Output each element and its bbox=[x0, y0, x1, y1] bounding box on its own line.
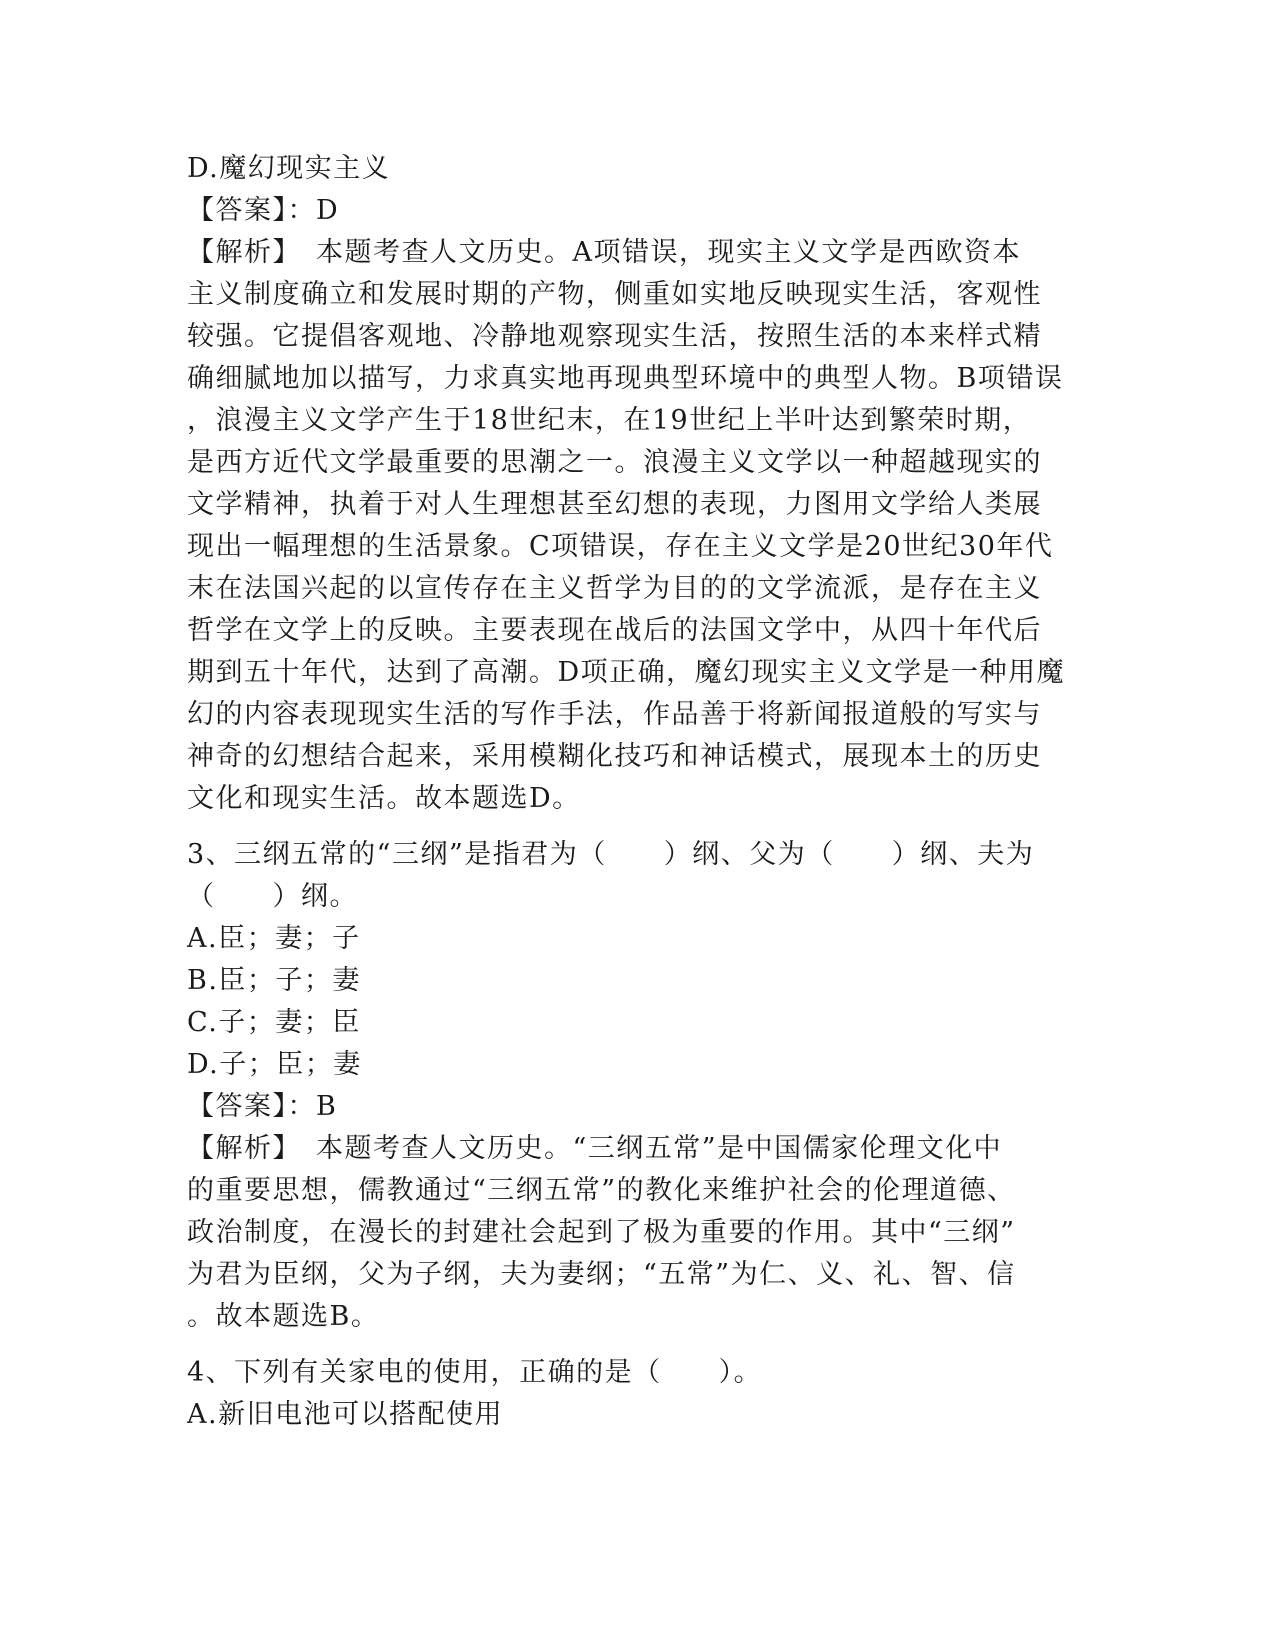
paragraph-gap bbox=[187, 820, 1082, 834]
analysis-line: 【解析】 本题考查人文历史。A项错误，现实主义文学是西欧资本 bbox=[187, 237, 1021, 268]
analysis-line: 政治制度，在漫长的封建社会起到了极为重要的作用。其中“三纲” bbox=[187, 1217, 1016, 1248]
analysis-line: 现出一幅理想的生活景象。C项错误，存在主义文学是20世纪30年代 bbox=[187, 531, 1054, 562]
document-body bbox=[187, 148, 1082, 1436]
option-c-line: C.子；妻；臣 bbox=[187, 1007, 361, 1038]
option-d-line: D.魔幻现实主义 bbox=[187, 153, 391, 184]
question-stem-line: （ ）纲。 bbox=[187, 881, 358, 912]
analysis-line: 较强。它提倡客观地、冷静地观察现实生活，按照生活的本来样式精 bbox=[187, 321, 1042, 352]
option-d-line: D.子；臣；妻 bbox=[187, 1049, 362, 1080]
analysis-line: 。故本题选B。 bbox=[187, 1301, 380, 1332]
analysis-line: 【解析】 本题考查人文历史。“三纲五常”是中国儒家伦理文化中 bbox=[187, 1133, 1003, 1164]
question-3 bbox=[187, 834, 1082, 1338]
analysis-line: 末在法国兴起的以宣传存在主义哲学为目的的文学流派，是存在主义 bbox=[187, 573, 1042, 604]
analysis-line: 期到五十年代，达到了高潮。D项正确，魔幻现实主义文学是一种用魔 bbox=[187, 657, 1066, 688]
question-4 bbox=[187, 1352, 1082, 1436]
answer-line: 【答案】：B bbox=[187, 1091, 338, 1122]
analysis-line: 主义制度确立和发展时期的产物，侧重如实地反映现实生活，客观性 bbox=[187, 279, 1042, 310]
paragraph-gap bbox=[187, 1338, 1082, 1352]
question-stem-line: 4、下列有关家电的使用，正确的是（ ）。 bbox=[187, 1357, 763, 1388]
question-2-tail bbox=[187, 148, 1082, 820]
option-a-line: A.臣；妻；子 bbox=[187, 923, 361, 954]
question-stem-line: 3、三纲五常的“三纲”是指君为（ ）纲、父为（ ）纲、夫为 bbox=[187, 839, 1035, 870]
analysis-line: 文化和现实生活。故本题选D。 bbox=[187, 783, 581, 814]
analysis-line: 为君为臣纲，父为子纲，夫为妻纲；“五常”为仁、义、礼、智、信 bbox=[187, 1259, 1016, 1290]
analysis-line: 哲学在文学上的反映。主要表现在战后的法国文学中，从四十年代后 bbox=[187, 615, 1042, 646]
analysis-line: 幻的内容表现现实生活的写作手法，作品善于将新闻报道般的写实与 bbox=[187, 699, 1042, 730]
option-b-line: B.臣；子；妻 bbox=[187, 965, 361, 996]
analysis-line: 文学精神，执着于对人生理想甚至幻想的表现，力图用文学给人类展 bbox=[187, 489, 1042, 520]
analysis-line: 的重要思想，儒教通过“三纲五常”的教化来维护社会的伦理道德、 bbox=[187, 1175, 1016, 1206]
answer-line: 【答案】：D bbox=[187, 195, 340, 226]
analysis-line: 确细腻地加以描写，力求真实地再现典型环境中的典型人物。B项错误 bbox=[187, 363, 1064, 394]
analysis-line: 是西方近代文学最重要的思潮之一。浪漫主义文学以一种超越现实的 bbox=[187, 447, 1042, 478]
option-a-line: A.新旧电池可以搭配使用 bbox=[187, 1399, 504, 1430]
analysis-line: ，浪漫主义文学产生于18世纪末，在19世纪上半叶达到繁荣时期， bbox=[187, 405, 1032, 436]
analysis-line: 神奇的幻想结合起来，采用模糊化技巧和神话模式，展现本土的历史 bbox=[187, 741, 1042, 772]
